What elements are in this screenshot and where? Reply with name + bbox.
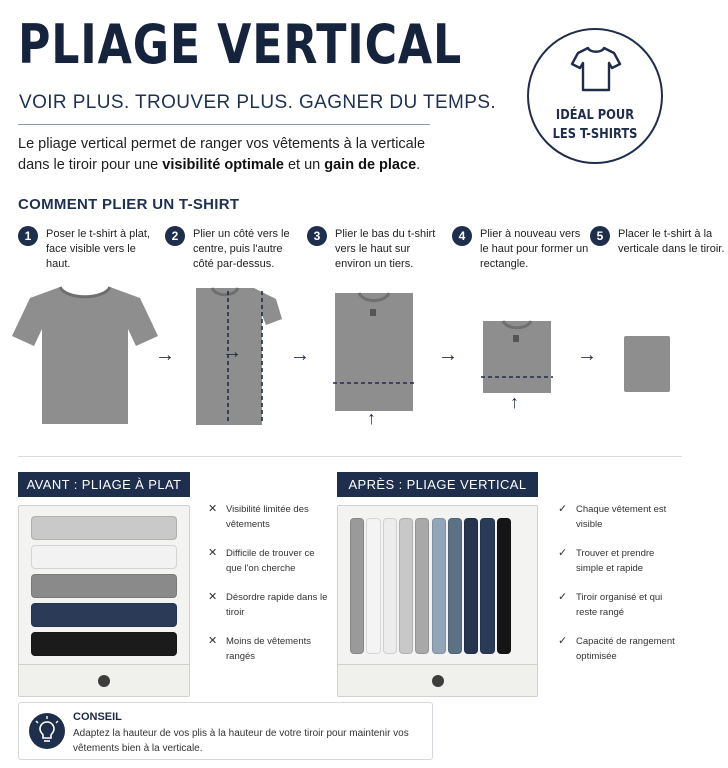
folded-shirt-stack (31, 632, 177, 656)
drawer-front (19, 664, 189, 696)
folded-shirt-stack (31, 603, 177, 627)
after-item: ✓ Trouver et prendre simple et rapide (558, 547, 655, 574)
check-icon: ✓ (558, 547, 568, 559)
after-item: ✓ Capacité de rangement optimisée (558, 635, 675, 662)
check-icon: ✓ (558, 503, 568, 515)
folded-shirt-stack (31, 545, 177, 569)
step-text: Placer le t-shirt à la verticale dans le tiroir. (618, 228, 725, 255)
tshirt-icon (570, 44, 622, 94)
arrow-up-icon: ↑ (510, 392, 519, 412)
intro-bold-visibility: visibilité optimale (162, 157, 284, 173)
lightbulb-icon (29, 713, 65, 749)
vertical-folded-shirt (480, 518, 494, 654)
before-heading: AVANT : PLIAGE À PLAT (18, 472, 190, 497)
after-list (558, 502, 678, 678)
badge-label (539, 106, 651, 144)
arrow-right-icon: → (155, 344, 175, 366)
cross-icon: ✕ (208, 591, 218, 603)
tshirt-rectangle-illustration (481, 319, 553, 395)
step-number: 4 (452, 226, 472, 246)
step-number: 3 (307, 226, 327, 246)
tip-text: Adaptez la hauteur de vos plis à la hauteur de votre tiroir pour maintenir vos vêtements bien à la verticale. (73, 728, 409, 754)
folded-shirt-stack (31, 516, 177, 540)
vertical-folded-shirt (497, 518, 511, 654)
drawer-knob (98, 675, 110, 687)
vertical-folded-shirt (399, 518, 413, 654)
tshirt-vertical-illustration (622, 334, 672, 394)
before-item: ✕ Désordre rapide dans le tiroir (208, 591, 328, 618)
vertical-folded-shirt (448, 518, 462, 654)
drawer-vertical (337, 505, 538, 697)
cross-icon: ✕ (208, 635, 218, 647)
after-item: ✓ Tiroir organisé et qui reste rangé (558, 591, 663, 618)
check-icon: ✓ (558, 635, 568, 647)
check-icon: ✓ (558, 591, 568, 603)
arrow-right-icon: → (577, 344, 597, 366)
ideal-badge (527, 28, 663, 164)
step-number: 1 (18, 226, 38, 246)
vertical-folded-shirt (350, 518, 364, 654)
cross-icon: ✕ (208, 503, 218, 515)
vertical-folded-shirt (432, 518, 446, 654)
tshirt-flat-illustration (10, 284, 160, 429)
intro-text-2: et un (283, 157, 325, 173)
vertical-folded-shirt (415, 518, 429, 654)
howto-title: COMMENT PLIER UN T-SHIRT (18, 196, 240, 213)
page-subtitle: VOIR PLUS. TROUVER PLUS. GAGNER DU TEMPS. (19, 92, 497, 113)
before-item: ✕ Moins de vêtements rangés (208, 635, 312, 662)
drawer-knob (432, 675, 444, 687)
step-number: 2 (165, 226, 185, 246)
cross-icon: ✕ (208, 547, 218, 559)
page-title: PLIAGE VERTICAL (18, 13, 463, 76)
arrow-right-icon: → (438, 344, 458, 366)
step-number: 5 (590, 226, 610, 246)
header-divider (18, 124, 430, 125)
step-text: Plier un côté vers le centre, puis l'autre côté par-dessus. (193, 228, 290, 270)
vertical-folded-shirt (366, 518, 380, 654)
tip-title: CONSEIL (73, 711, 122, 723)
after-item: ✓ Chaque vêtement est visible (558, 503, 667, 530)
badge-line-2: LES T-SHIRTS (552, 126, 638, 142)
vertical-folded-shirt (383, 518, 397, 654)
drawer-front (338, 664, 537, 696)
arrow-right-icon: → (290, 344, 310, 366)
after-panel (337, 472, 538, 697)
fold-arrow-icon: → (222, 341, 242, 363)
before-item: ✕ Difficile de trouver ce que l'on cherche (208, 547, 315, 574)
arrow-up-icon: ↑ (367, 408, 376, 428)
step-text: Plier le bas du t-shirt vers le haut sur environ un tiers. (335, 228, 436, 270)
tshirt-bottom-folded-illustration (333, 291, 415, 413)
intro-text-1: Le pliage vertical permet de ranger vos vêtements à la verticale dans le tiroir pour une (18, 136, 426, 173)
intro-text-3: . (416, 157, 421, 173)
section-divider (18, 456, 682, 457)
before-panel (18, 472, 190, 697)
after-heading: APRÈS : PLIAGE VERTICAL (337, 472, 538, 497)
vertical-folded-shirt (464, 518, 478, 654)
intro-bold-space: gain de place (324, 157, 417, 173)
folded-shirt-stack (31, 574, 177, 598)
drawer-flat (18, 505, 190, 697)
badge-line-1: IDÉAL POUR (555, 107, 635, 123)
tip-box (18, 702, 433, 760)
step-text: Plier à nouveau vers le haut pour former un rectangle. (480, 228, 589, 270)
step-text: Poser le t-shirt à plat, face visible vers le haut. (46, 228, 150, 270)
before-list (208, 502, 328, 678)
intro-paragraph (18, 134, 438, 176)
before-item: ✕ Visibilité limitée des vêtements (208, 503, 309, 530)
